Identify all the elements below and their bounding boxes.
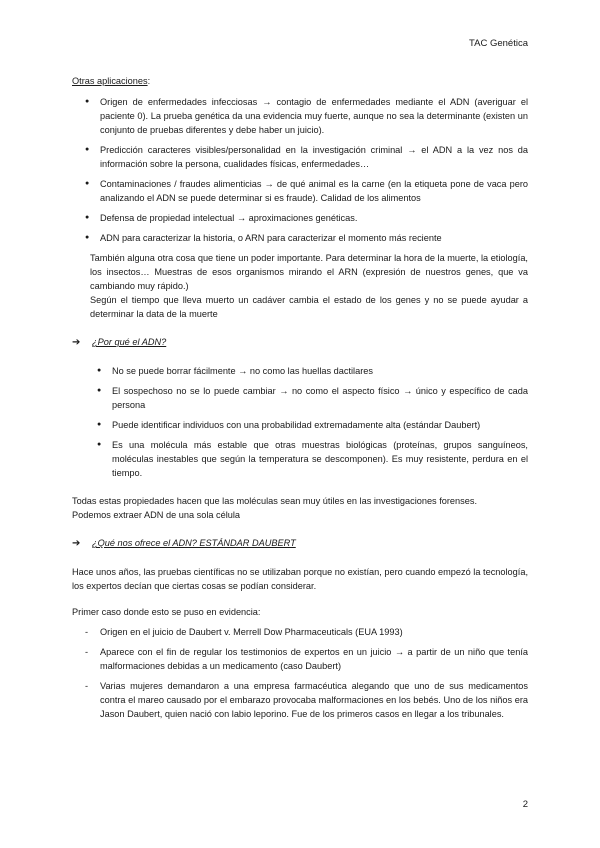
- paragraph: Según el tiempo que lleva muerto un cadáver cambia el estado de los genes y no se puede ayudar a determinar la data de la muerte: [90, 295, 528, 319]
- page-header: TAC Genética: [469, 38, 528, 49]
- bullet-list-por-que: [84, 364, 528, 480]
- paragraph: Podemos extraer ADN de una sola célula: [72, 510, 241, 520]
- paragraph: Todas estas propiedades hacen que las moléculas sean muy útiles en las investigaciones forenses.: [72, 496, 477, 506]
- list-item: - Varias mujeres demandaron a una empresa farmacéutica alegando que uno de sus medicamentos contra el mareo causado por el embarazo provocaba malformaciones en los bebés. Uno de los niños era Jason Daubert, quien nació con labio leporino. Fue de los primeros casos en llegar a los tribunales.: [72, 679, 528, 721]
- list-item: ● El sospechoso no se lo puede cambiar → no como el aspecto físico → único y específico de cada persona: [84, 384, 528, 412]
- list-item: ● ADN para caracterizar la historia, o ARN para caracterizar el momento más reciente: [72, 231, 528, 245]
- arrow-icon: ➔: [72, 337, 81, 348]
- paragraph: También alguna otra cosa que tiene un poder importante. Para determinar la hora de la muerte, la etiología, los insectos… Muestras de esos organismos mirando el ARN (expresión de nuestros genes, que va cambiando muy rápido.): [90, 253, 528, 291]
- list-item: ● Predicción caracteres visibles/personalidad en la investigación criminal → el ADN a la vez nos da información sobre la persona, cualidades físicas, enfermedades…: [72, 143, 528, 171]
- list-item: ● Es una molécula más estable que otras muestras biológicas (proteínas, grupos sanguíneos, moléculas inestables que según la temperatura se descomponen). Es muy resistente, perdura en el tiempo.: [84, 438, 528, 480]
- page-number: 2: [522, 799, 528, 810]
- list-item: ● Contaminaciones / fraudes alimenticias → de qué animal es la carne (en la etiqueta pone de vaca pero analizando el ADN se puede determinar si es fraude). Calidad de los alimentos: [72, 177, 528, 205]
- section-heading-text: ¿Por qué el ADN?: [92, 337, 167, 347]
- list-item: ● Defensa de propiedad intelectual → aproximaciones genéticas.: [72, 211, 528, 225]
- list-item: - Aparece con el fin de regular los testimonios de expertos en un juicio → a partir de un niño que tenía malformaciones debidas a un medicamento (caso Daubert): [72, 645, 528, 673]
- page-content: [72, 72, 528, 727]
- section-heading-otras-aplicaciones: [72, 74, 528, 88]
- dash-list-daubert: [72, 625, 528, 721]
- section-heading-text: Otras aplicaciones: [72, 76, 148, 86]
- bullet-list-aplicaciones: [72, 95, 528, 245]
- heading-colon: :: [147, 76, 151, 86]
- section-heading-estandar-daubert: [72, 536, 528, 551]
- list-item: ● Origen de enfermedades infecciosas → contagio de enfermedades mediante el ADN (averiguar el paciente 0). La prueba genética da una evidencia muy fuerte, aunque no sea la determinante (existen un conjunto de pruebas diferentes y debe haber un juicio).: [72, 95, 528, 137]
- paragraph: Hace unos años, las pruebas científicas no se utilizaban porque no existían, pero cuando empezó la tecnología, los expertos decían que ciertas cosas se podían considerar.: [72, 567, 528, 591]
- list-item: ● Puede identificar individuos con una probabilidad extremadamente alta (estándar Daubert): [84, 418, 528, 432]
- list-item: ● No se puede borrar fácilmente → no como las huellas dactilares: [84, 364, 528, 378]
- section-heading-por-que-adn: [72, 335, 528, 350]
- paragraph: Primer caso donde esto se puso en evidencia:: [72, 607, 261, 617]
- list-item: - Origen en el juicio de Daubert v. Merrell Dow Pharmaceuticals (EUA 1993): [72, 625, 528, 639]
- arrow-icon: ➔: [72, 538, 81, 549]
- section-heading-text: ¿Qué nos ofrece el ADN? ESTÁNDAR DAUBERT: [92, 538, 296, 548]
